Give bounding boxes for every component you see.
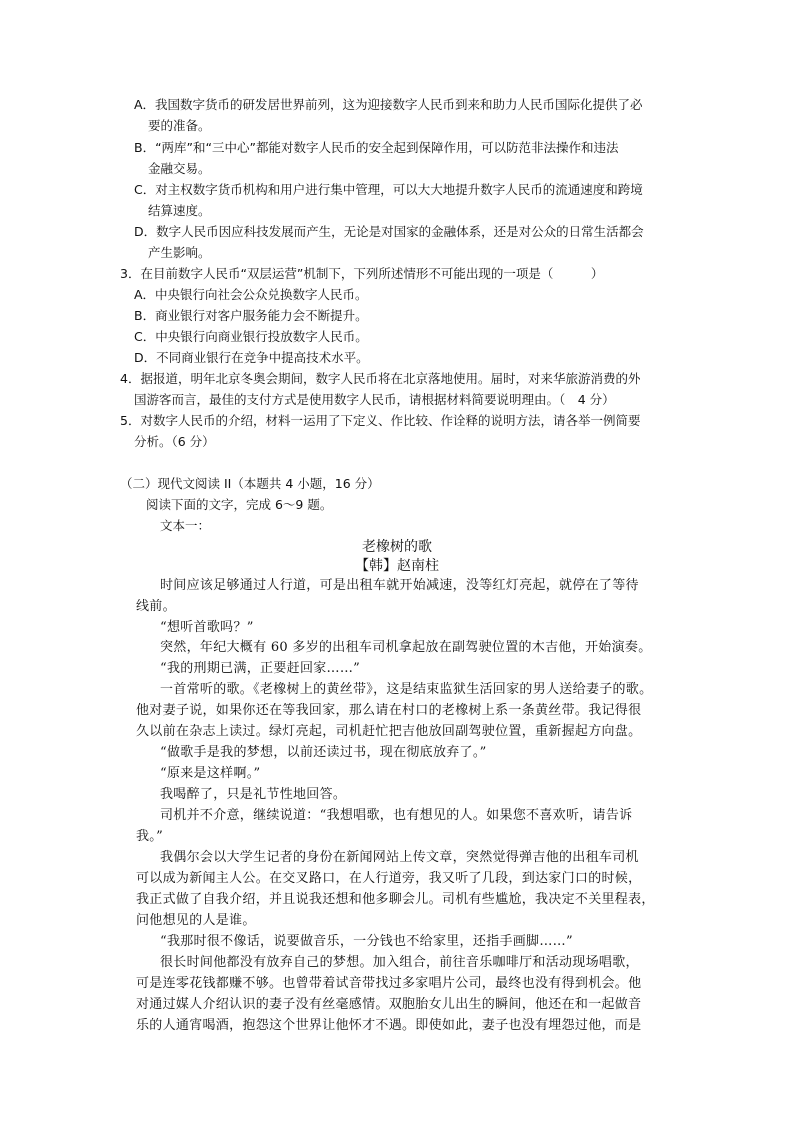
q5-line1: 5．对数字人民币的介绍，材料一运用了下定义、作比较、作诠释的说明方法，请各举一例简要 <box>120 413 641 428</box>
story-line: “原来是这样啊。” <box>160 766 261 781</box>
q4-line1: 4．据报道，明年北京冬奥会期间，数字人民币将在北京落地使用。届时，对来华旅游消费的外 <box>120 371 641 386</box>
story-line: 乐的人通宵喝酒，抱怨这个世界让他怀才不遇。即使如此，妻子也没有埋怨过他，而是 <box>136 1018 642 1033</box>
option-b-line2: 金融交易。 <box>148 161 211 176</box>
story-line: 问他想见的人是谁。 <box>136 913 256 928</box>
story-line: 很长时间他都没有放弃自己的梦想。加入组合，前往音乐咖啡厅和活动现场唱歌， <box>160 955 639 970</box>
story-line: 一首常听的歌。《老橡树上的黄丝带》，这是结束监狱生活回家的男人送给妻子的歌。 <box>160 682 653 697</box>
q3-option-c: C．中央银行向商业银行投放数字人民币。 <box>134 329 368 344</box>
story-line: 他对妻子说，如果你还在等我回家，那么请在村口的老橡树上系一条黄丝带。我记得很 <box>136 703 642 718</box>
option-a-line1: A．我国数字货币的研发居世界前列，这为迎接数字人民币到来和助力人民币国际化提供了必 <box>134 97 643 112</box>
story-line: 对通过媒人介绍认识的妻子没有丝毫感情。双胞胎女儿出生的瞬间，他还在和一起做音 <box>136 997 642 1012</box>
q3-option-b: B．商业银行对客户服务能力会不断提升。 <box>134 308 368 323</box>
story-line: 可是连零花钱都赚不够。也曾带着试音带找过多家唱片公司，最终也没有得到机会。他 <box>136 976 642 991</box>
story-line: “做歌手是我的梦想，以前还读过书，现在彻底放弃了。” <box>160 745 487 760</box>
option-c-line1: C．对主权数字货币机构和用户进行集中管理，可以大大地提升数字人民币的流通速度和跨境 <box>134 182 643 197</box>
q3-option-d: D．不同商业银行在竞争中提高技术水平。 <box>134 350 369 365</box>
option-c-line2: 结算速度。 <box>148 203 211 218</box>
q3-stem: 3．在目前数字人民币“双层运营”机制下，下列所述情形不可能出现的一项是（ ） <box>120 266 604 281</box>
story-line: 久以前在杂志上读过。绿灯亮起，司机赶忙把吉他放回副驾驶位置，重新握起方向盘。 <box>136 724 642 739</box>
story-line: 线前。 <box>136 599 176 614</box>
story-line: 司机并不介意，继续说道：“我想唱歌，也有想见的人。如果您不喜欢听，请告诉 <box>160 808 633 823</box>
story-author: 【韩】赵南柱 <box>355 558 439 574</box>
story-line: “我那时很不像话，说要做音乐，一分钱也不给家里，还指手画脚……” <box>160 934 573 949</box>
text-label: 文本一： <box>160 518 211 533</box>
story-line: “想听首歌吗？” <box>160 620 254 635</box>
story-line: 时间应该足够通过人行道，可是出租车就开始减速，没等红灯亮起，就停在了等待 <box>160 578 639 593</box>
story-line: 我喝醉了，只是礼节性地回答。 <box>160 787 347 802</box>
story-line: 我正式做了自我介绍，并且说我还想和他多聊会儿。司机有些尴尬，我决定不关里程表， <box>136 892 655 907</box>
story-line: 我。” <box>136 829 164 844</box>
q3-option-a: A．中央银行向社会公众兑换数字人民币。 <box>134 287 368 302</box>
option-a-line2: 要的准备。 <box>148 118 211 133</box>
option-d-line2: 产生影响。 <box>148 245 211 260</box>
q4-line2: 国游客而言，最佳的支付方式是使用数字人民币，请根据材料简要说明理由。（ 4 分） <box>134 392 615 407</box>
q5-line2: 分析。（6 分） <box>134 434 215 449</box>
section-heading: （二）现代文阅读 II（本题共 4 小题，16 分） <box>120 476 380 491</box>
option-d-line1: D．数字人民币因应科技发展而产生，无论是对国家的金融体系，还是对公众的日常生活都会 <box>134 224 644 239</box>
story-line: 我偶尔会以大学生记者的身份在新闻网站上传文章，突然觉得弹吉他的出租车司机 <box>160 850 639 865</box>
section-instruction: 阅读下面的文字，完成 6～9 题。 <box>146 497 333 512</box>
story-title: 老橡树的歌 <box>362 539 432 555</box>
story-line: “我的刑期已满，正要赶回家……” <box>160 661 361 676</box>
story-line: 突然，年纪大概有 60 多岁的出租车司机拿起放在副驾驶位置的木吉他，开始演奏。 <box>160 640 652 655</box>
option-b-line1: B．“两库”和“三中心”都能对数字人民币的安全起到保障作用，可以防范非法操作和违法 <box>134 140 619 155</box>
story-line: 可以成为新闻主人公。在交叉路口，在人行道旁，我又听了几段，到达家门口的时候， <box>136 871 642 886</box>
